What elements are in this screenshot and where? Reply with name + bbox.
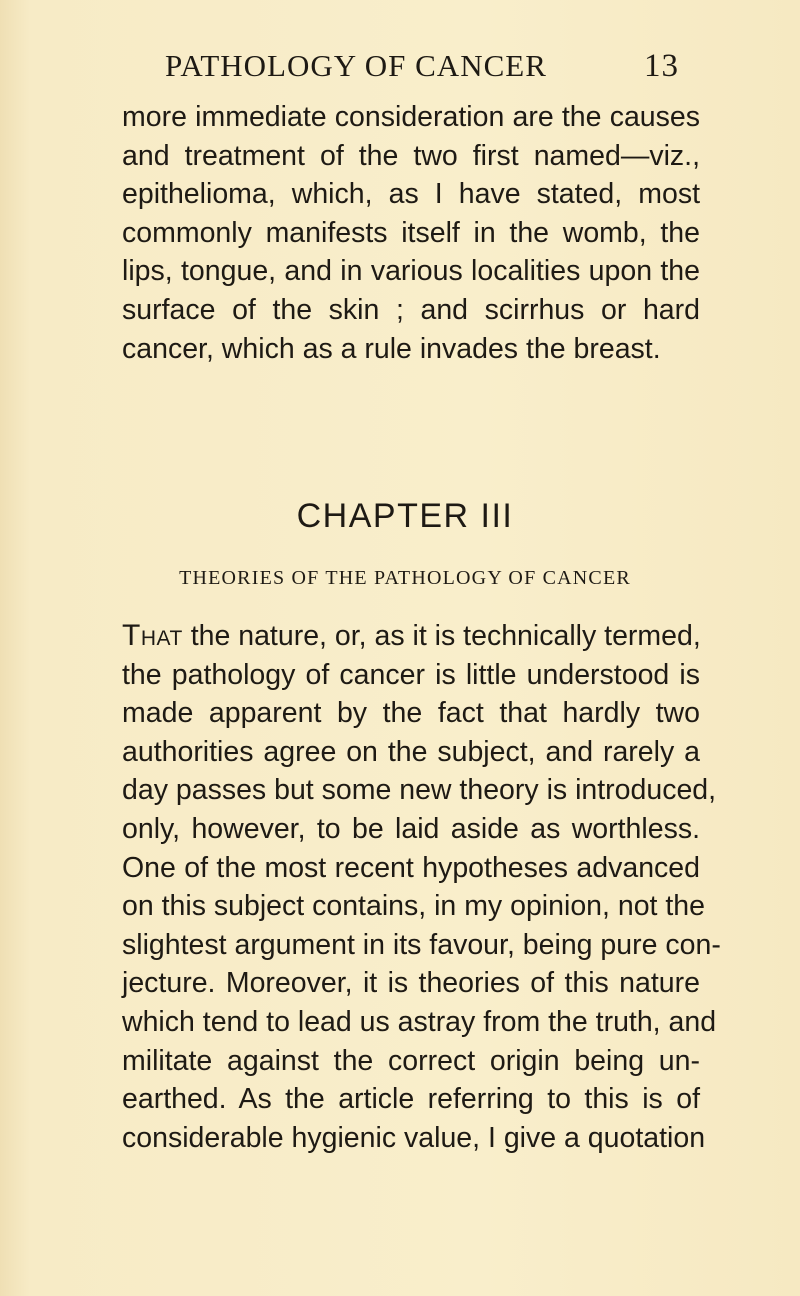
- text-line: authorities agree on the subject, and rarely a: [122, 735, 700, 768]
- chapter-paragraph: [122, 617, 721, 1157]
- chapter-heading: CHAPTER III: [296, 497, 514, 535]
- running-head: [0, 48, 800, 92]
- opening-word-small-caps: That: [122, 619, 183, 652]
- chapter-subtitle: THEORIES OF THE PATHOLOGY OF CANCER: [179, 567, 631, 589]
- text-line: epithelioma, which, as I have stated, most: [122, 178, 700, 211]
- text-line: earthed. As the article referring to this is of: [122, 1083, 700, 1116]
- text-line-first: [122, 617, 700, 656]
- text-line: and treatment of the two first named—viz.,: [122, 139, 700, 172]
- text-line: lips, tongue, and in various localities upon the: [122, 255, 700, 288]
- text-line: One of the most recent hypotheses advanced: [122, 851, 700, 884]
- text-line: only, however, to be laid aside as worthless.: [122, 812, 700, 845]
- text-line: cancer, which as a rule invades the breast.: [122, 332, 661, 365]
- text-line: day passes but some new theory is introduced,: [122, 774, 717, 807]
- running-head-title: PATHOLOGY OF CANCER: [165, 48, 547, 83]
- text-line: the pathology of cancer is little understood is: [122, 658, 700, 691]
- text-line: jecture. Moreover, it is theories of this nature: [122, 967, 700, 1000]
- text-line: commonly manifests itself in the womb, the: [122, 216, 700, 249]
- first-line-rest: the nature, or, as it is technically termed,: [182, 620, 701, 652]
- text-line: militate against the correct origin being un-: [122, 1044, 700, 1077]
- paragraph-continuation: [122, 98, 700, 368]
- text-line: which tend to lead us astray from the truth, and: [122, 1005, 717, 1038]
- text-line: surface of the skin ; and scirrhus or hard: [122, 293, 700, 326]
- text-line: made apparent by the fact that hardly two: [122, 697, 700, 730]
- text-line: slightest argument in its favour, being pure con-: [122, 928, 721, 961]
- text-line: considerable hygienic value, I give a quotation: [122, 1121, 706, 1154]
- page-number: 13: [644, 48, 679, 84]
- text-line: on this subject contains, in my opinion, not the: [122, 890, 706, 923]
- text-line: more immediate consideration are the causes: [122, 101, 700, 133]
